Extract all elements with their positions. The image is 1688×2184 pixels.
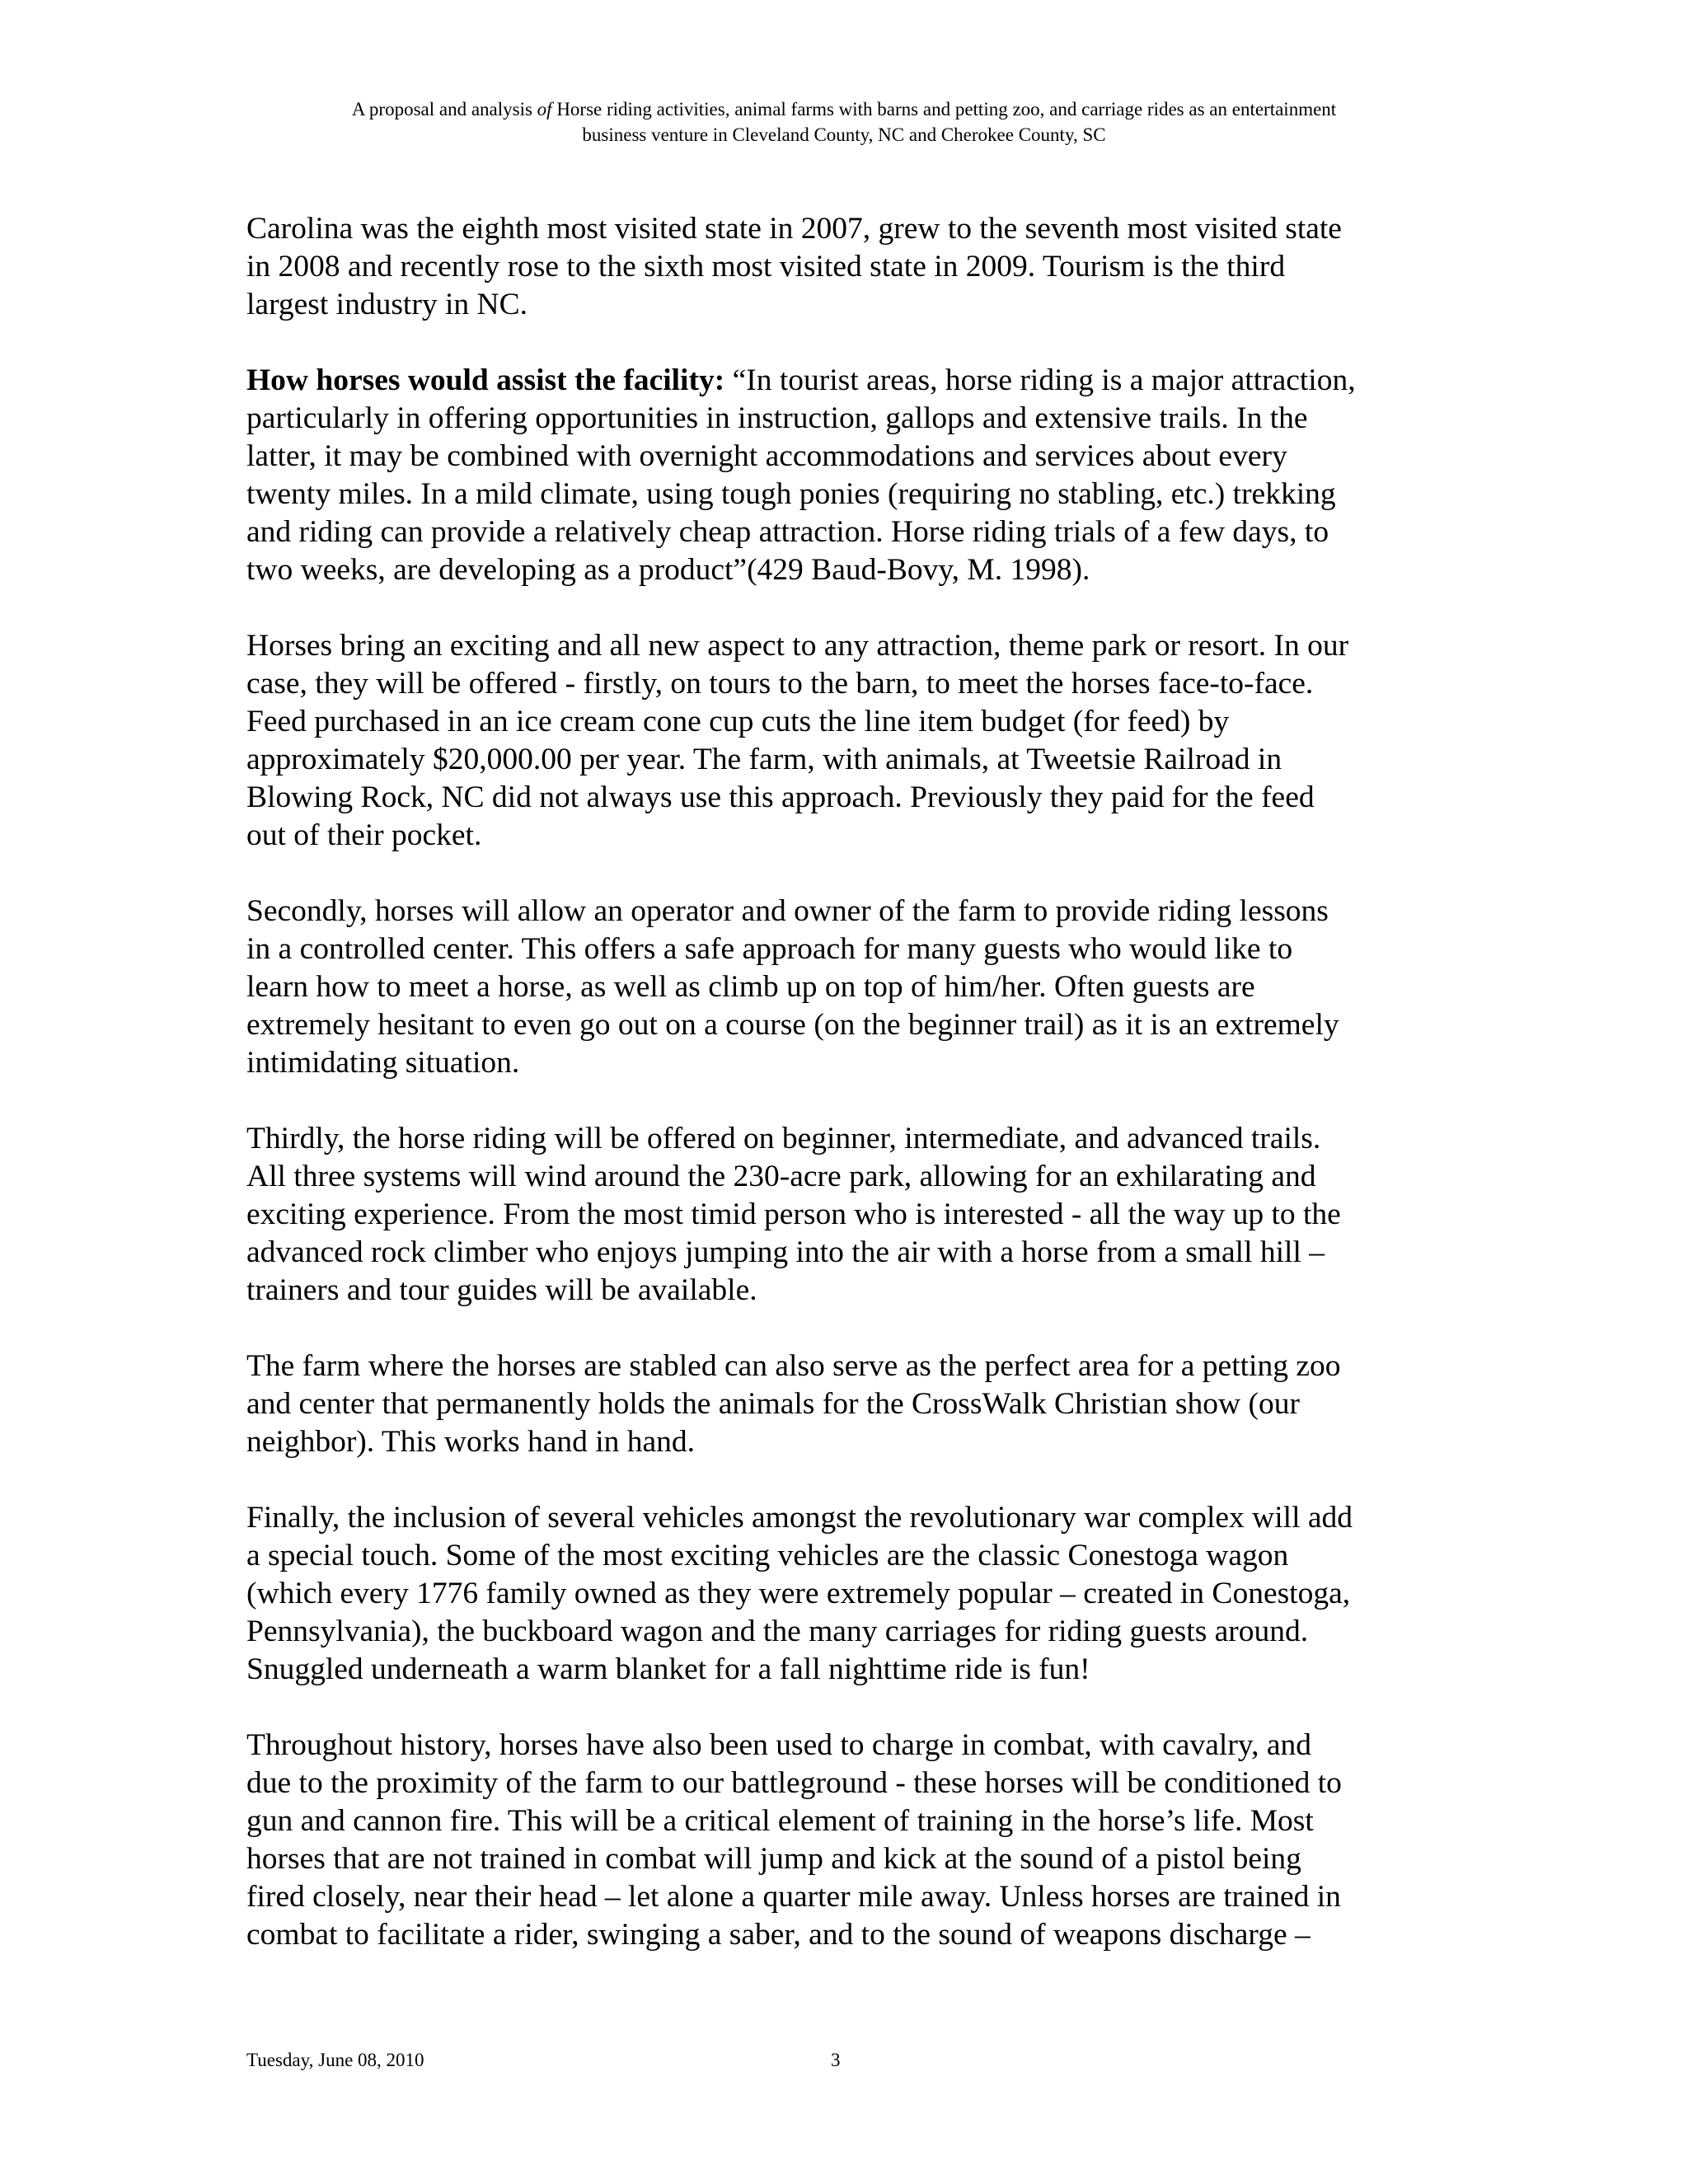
page-number: 3 bbox=[831, 2050, 841, 2070]
text-line: learn how to meet a horse, as well as climb up on top of him/her. Often guests are bbox=[246, 970, 1255, 1004]
paragraph bbox=[246, 1120, 1450, 1310]
header-line-1-end: Horse riding activities, animal farms with barns and petting zoo, and carriage rides as an entertainment bbox=[551, 99, 1337, 120]
text-line: gun and cannon fire. This will be a critical element of training in the horse’s life. Most bbox=[246, 1804, 1314, 1838]
text-line: Secondly, horses will allow an operator and owner of the farm to provide riding lessons bbox=[246, 894, 1329, 928]
header-line-2: business venture in Cleveland County, NC and Cherokee County, SC bbox=[582, 124, 1106, 145]
paragraph bbox=[246, 1347, 1450, 1461]
text-line: exciting experience. From the most timid person who is interested - all the way up to the bbox=[246, 1197, 1341, 1231]
text-line: extremely hesitant to even go out on a course (on the beginner trail) as it is an extremely bbox=[246, 1008, 1339, 1042]
paragraph bbox=[246, 362, 1450, 589]
text-line: Blowing Rock, NC did not always use this approach. Previously they paid for the feed bbox=[246, 780, 1315, 814]
text-line: Horses bring an exciting and all new aspect to any attraction, theme park or resort. In our bbox=[246, 629, 1349, 663]
text-line: horses that are not trained in combat will jump and kick at the sound of a pistol being bbox=[246, 1842, 1301, 1876]
text-line: Snuggled underneath a warm blanket for a fall nighttime ride is fun! bbox=[246, 1652, 1090, 1686]
text-line: Carolina was the eighth most visited state in 2007, grew to the seventh most visited state bbox=[246, 212, 1342, 246]
text-line: twenty miles. In a mild climate, using tough ponies (requiring no stabling, etc.) trekking bbox=[246, 477, 1336, 511]
text-line: in 2008 and recently rose to the sixth most visited state in 2009. Tourism is the third bbox=[246, 250, 1286, 284]
text-line: Feed purchased in an ice cream cone cup cuts the line item budget (for feed) by bbox=[246, 705, 1230, 738]
text-line: Thirdly, the horse riding will be offered on beginner, intermediate, and advanced trails. bbox=[246, 1122, 1321, 1155]
text-line: The farm where the horses are stabled can also serve as the perfect area for a petting zoo bbox=[246, 1349, 1341, 1383]
paragraph bbox=[246, 627, 1450, 855]
text-line: Pennsylvania), the buckboard wagon and the many carriages for riding guests around. bbox=[246, 1615, 1309, 1648]
text-line: case, they will be offered - firstly, on tours to the barn, to meet the horses face-to-face. bbox=[246, 667, 1314, 701]
text-line: particularly in offering opportunities in instruction, gallops and extensive trails. In the bbox=[246, 401, 1308, 435]
text-line: neighbor). This works hand in hand. bbox=[246, 1425, 696, 1459]
text-line: out of their pocket. bbox=[246, 818, 482, 852]
header-line-1-start: A proposal and analysis bbox=[351, 99, 537, 120]
text-line: largest industry in NC. bbox=[246, 288, 528, 321]
header-line-1 bbox=[0, 96, 1688, 122]
text-line: Finally, the inclusion of several vehicles amongst the revolutionary war complex will add bbox=[246, 1501, 1353, 1535]
text-line: due to the proximity of the farm to our battleground - these horses will be conditioned to bbox=[246, 1766, 1342, 1800]
bold-lead-in: How horses would assist the facility: bbox=[246, 363, 725, 397]
text-line: (which every 1776 family owned as they were extremely popular – created in Conestoga, bbox=[246, 1577, 1351, 1610]
header-line-1-italic: of bbox=[537, 99, 552, 120]
text-line: Throughout history, horses have also been used to charge in combat, with cavalry, and bbox=[246, 1728, 1312, 1762]
text-line: two weeks, are developing as a product”(429 Baud-Bovy, M. 1998). bbox=[246, 553, 1090, 587]
text-line: and riding can provide a relatively cheap attraction. Horse riding trials of a few days, to bbox=[246, 515, 1329, 549]
paragraph bbox=[246, 893, 1450, 1082]
body-text bbox=[246, 210, 1450, 1992]
text-line-rest: “In tourist areas, horse riding is a major attraction, bbox=[724, 363, 1356, 397]
text-line: in a controlled center. This offers a safe approach for many guests who would like to bbox=[246, 932, 1293, 966]
paragraph bbox=[246, 1499, 1450, 1689]
text-line: latter, it may be combined with overnight accommodations and services about every bbox=[246, 439, 1287, 473]
running-header bbox=[0, 96, 1688, 148]
text-line: trainers and tour guides will be available. bbox=[246, 1273, 757, 1307]
text-line: intimidating situation. bbox=[246, 1046, 520, 1080]
text-line: approximately $20,000.00 per year. The farm, with animals, at Tweetsie Railroad in bbox=[246, 743, 1282, 776]
footer-date: Tuesday, June 08, 2010 bbox=[246, 2050, 424, 2070]
text-line bbox=[246, 362, 1450, 400]
paragraph bbox=[246, 1727, 1450, 1954]
text-line: a special touch. Some of the most exciting vehicles are the classic Conestoga wagon bbox=[246, 1539, 1289, 1572]
text-line: fired closely, near their head – let alone a quarter mile away. Unless horses are trained in bbox=[246, 1880, 1341, 1914]
text-line: combat to facilitate a rider, swinging a saber, and to the sound of weapons discharge – bbox=[246, 1918, 1311, 1952]
text-line: and center that permanently holds the animals for the CrossWalk Christian show (our bbox=[246, 1387, 1300, 1421]
paragraph bbox=[246, 210, 1450, 324]
text-line: All three systems will wind around the 230-acre park, allowing for an exhilarating and bbox=[246, 1160, 1316, 1193]
text-line: advanced rock climber who enjoys jumping into the air with a horse from a small hill – bbox=[246, 1235, 1325, 1269]
